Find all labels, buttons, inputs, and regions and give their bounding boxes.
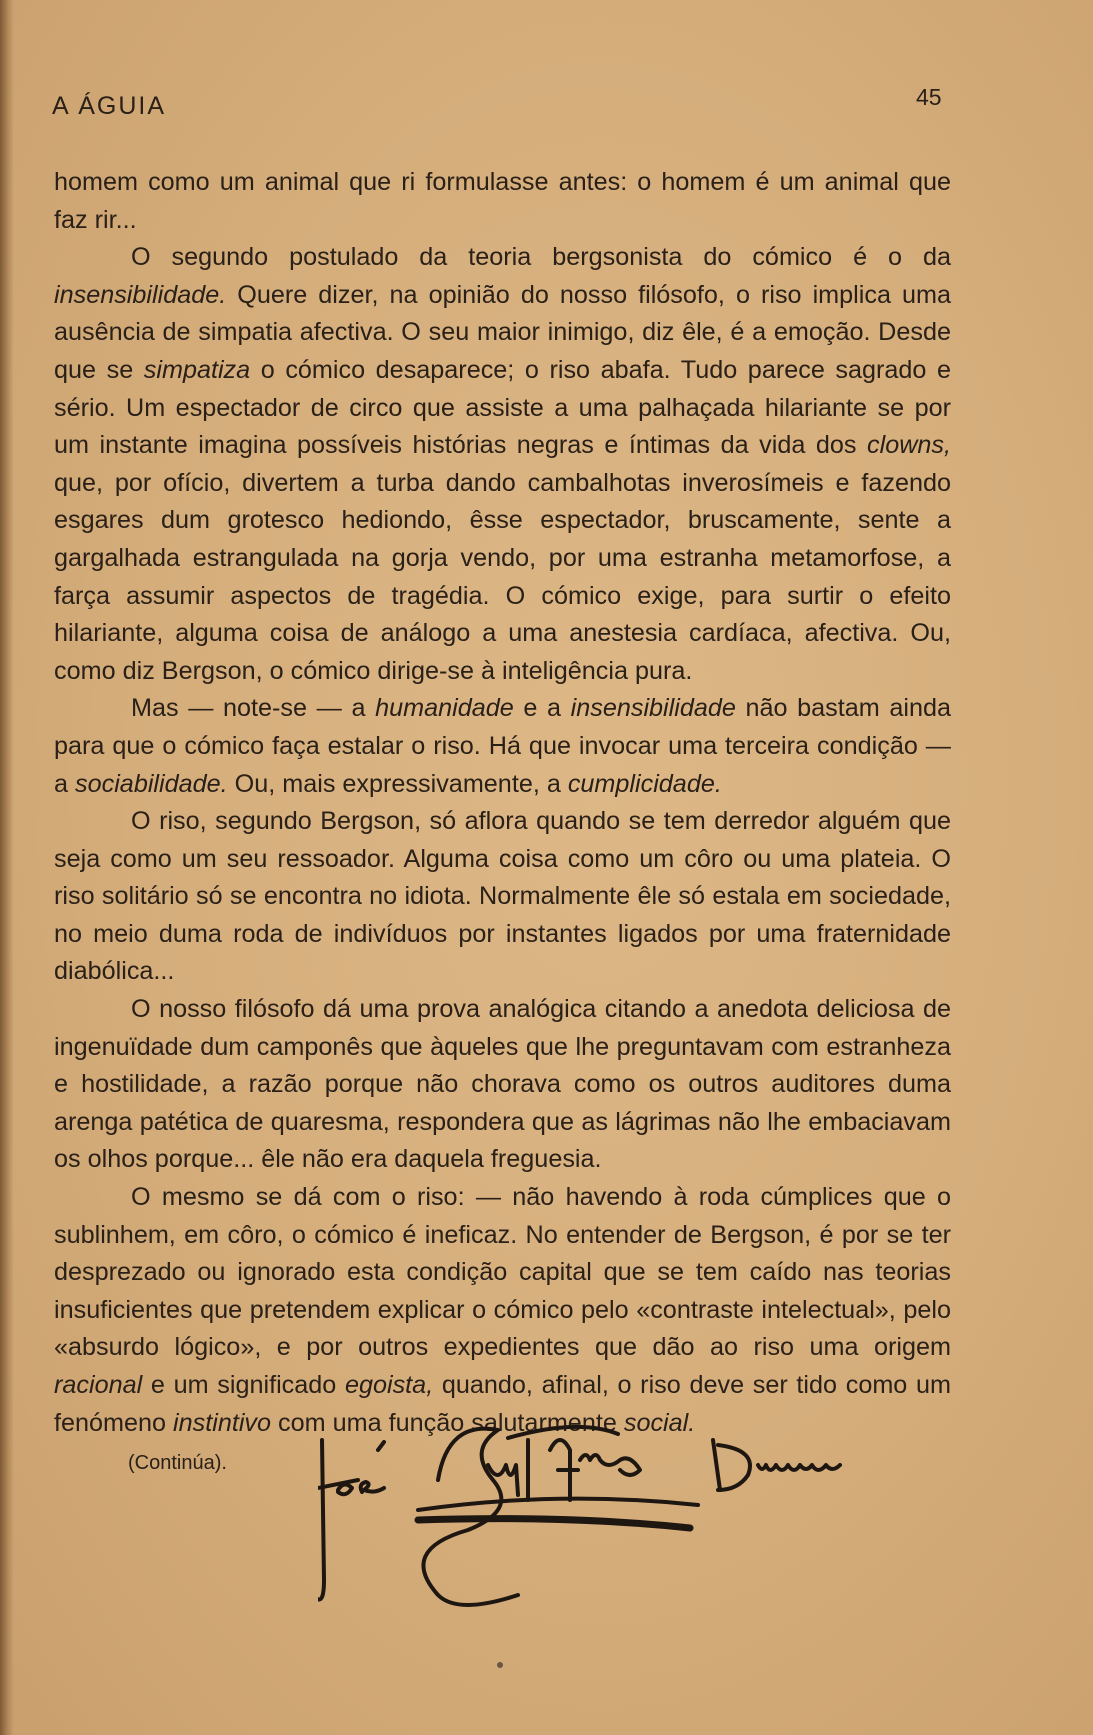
text-run: o cómico desaparece; o riso abafa. Tudo parece sagrado e sério. Um espectador de circo que assiste a uma palhaçada hilariante se por um instante imagina possíveis histórias negras e íntimas da vida dos — [54, 355, 951, 460]
paragraph — [54, 1179, 951, 1442]
text-run: quando, afinal, o riso deve ser tido como um fenómeno — [54, 1371, 951, 1437]
paragraph — [54, 164, 951, 239]
running-header-title: A ÁGUIA — [52, 92, 167, 120]
text-run: e a — [513, 694, 571, 723]
italic-term: insensibilidade. — [54, 280, 227, 309]
italic-term: sociabilidade. — [75, 769, 228, 798]
text-run: com uma função salutarmente — [271, 1408, 624, 1437]
text-run: O segundo postulado da teoria bergsonista do cómico é o da — [131, 243, 951, 272]
text-run: Mas — note-se — a — [131, 694, 376, 723]
italic-term: instintivo — [173, 1408, 272, 1437]
handwritten-signature — [318, 1420, 958, 1620]
text-run: O mesmo se dá com o riso: — não havendo à roda cúmplices que o sublinhem, em côro, o cómico é ineficaz. No entender de Bergson, é por se ter desprezado ou ignorado esta condição capital que se tem caído nas teorias insuficientes que pretendem explicar o cómico pelo «contraste intelectual», pelo «absurdo lógico», e por outros expedientes que dão ao riso uma origem — [54, 1183, 951, 1362]
paragraph — [54, 690, 951, 803]
continued-note: (Continúa). — [128, 1452, 227, 1474]
print-speck — [497, 1662, 503, 1668]
italic-term: clowns, — [867, 431, 951, 460]
italic-term: humanidade — [375, 694, 514, 723]
text-run: O nosso filósofo dá uma prova analógica citando a anedota deliciosa de ingenuïdade dum camponês que àqueles que lhe preguntavam com estranheza e hostilidade, a razão porque não chorava como os outros auditores duma arenga patética de quaresma, respondera que as lágrimas não lhe embaciavam os olhos porque... êle não era daquela freguesia. — [54, 995, 951, 1174]
page-edge — [0, 0, 14, 1735]
text-run: O riso, segundo Bergson, só aflora quando se tem derredor alguém que seja como um seu ressoador. Alguma coisa como um côro ou uma plateia. O riso solitário só se encontra no idiota. Normalmente êle só estala em sociedade, no meio duma roda de indivíduos por instantes ligados por uma fraternidade diabólica... — [54, 807, 951, 986]
text-run: Ou, mais expressivamente, a — [227, 769, 568, 798]
italic-term: egoista, — [344, 1371, 434, 1399]
text-run: não bastam ainda para que o cómico faça estalar o riso. Há que invocar uma terceira condição — a — [54, 694, 951, 798]
italic-term: insensibilidade — [570, 694, 736, 723]
paragraph — [54, 803, 951, 991]
paragraph — [54, 991, 951, 1179]
page-number: 45 — [916, 84, 942, 110]
italic-term: simpatiza — [143, 355, 251, 384]
italic-term: racional — [54, 1371, 143, 1399]
paragraph — [54, 239, 951, 690]
italic-term: social. — [623, 1408, 696, 1437]
italic-term: cumplicidade. — [567, 769, 722, 798]
text-run: Quere dizer, na opinião do nosso filósofo, o riso implica uma ausência de simpatia afectiva. O seu maior inimigo, diz êle, é a emoção. Desde que se — [54, 280, 951, 384]
text-run: homem como um animal que ri formulasse antes: o homem é um animal que faz rir... — [54, 168, 951, 234]
signature-drawing — [318, 1420, 958, 1620]
text-run: e um significado — [142, 1371, 345, 1399]
article-body — [54, 164, 951, 1442]
text-run: que, por ofício, divertem a turba dando cambalhotas inverosímeis e fazendo esgares dum grotesco hediondo, êsse espectador, bruscamente, sente a gargalhada estrangulada na gorja vendo, por uma estranha metamorfose, a farça assumir aspectos de tragédia. O cómico exige, para surtir o efeito hilariante, alguma coisa de análogo a uma anestesia cardíaca, afectiva. Ou, como diz Bergson, o cómico dirige-se à inteligência pura. — [54, 468, 951, 685]
